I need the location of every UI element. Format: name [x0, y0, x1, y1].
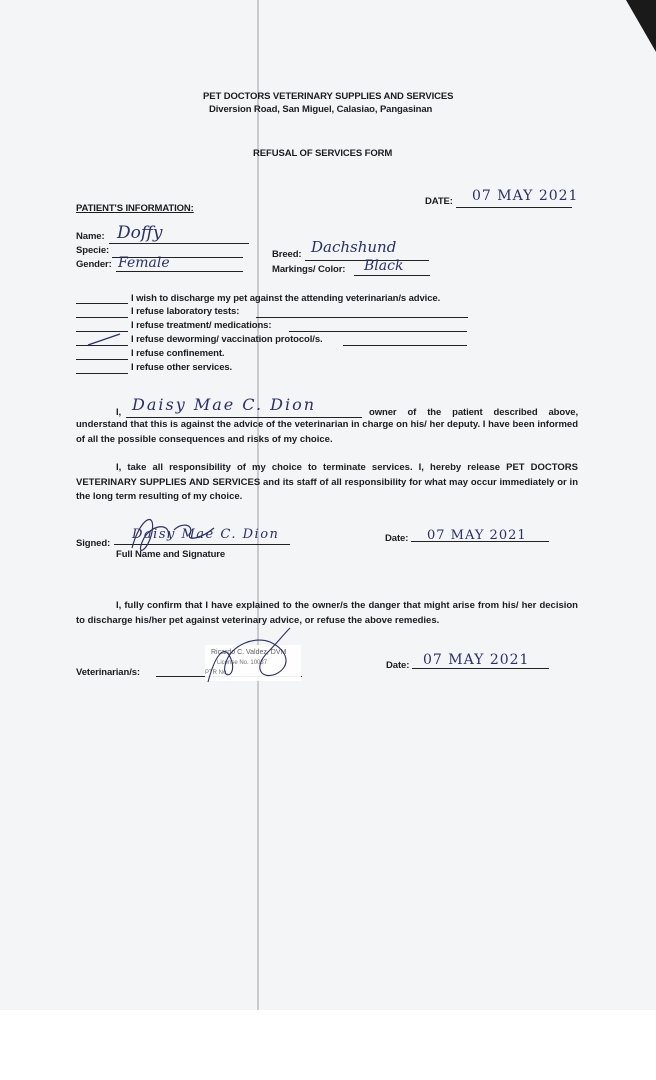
vet-stamp-name: Ricardo C. Valdez, DVM: [211, 649, 287, 656]
vet-date-line: [412, 668, 549, 669]
signed-date-value: 07 MAY 2021: [427, 528, 527, 543]
vet-signature-icon: [196, 622, 306, 692]
option-blank: [76, 317, 128, 318]
statement1-suffix: owner of the patient described above,: [369, 407, 578, 418]
lab-tests-line: [256, 317, 468, 318]
owner-name-value: Daisy Mae C. Dion: [132, 395, 317, 414]
statement2-body: I, take all responsibility of my choice to terminate services. I, hereby release PET DOCTORS VETERINARY SUPPLIES AND SERVICES and its staff of all responsibility for what may occur immediately or in the long term resulting of my choice.: [76, 462, 578, 502]
company-address: Diversion Road, San Miguel, Calasiao, Pangasinan: [209, 104, 433, 115]
statement1-prefix: I,: [116, 407, 122, 418]
gender-label: Gender:: [76, 259, 112, 270]
option-blank: [76, 303, 128, 304]
gender-value: Female: [118, 255, 170, 271]
option-confinement: I refuse confinement.: [131, 348, 225, 359]
option-lab-tests: I refuse laboratory tests:: [131, 306, 240, 317]
gender-line: [116, 271, 243, 272]
signature-caption: Full Name and Signature: [116, 549, 226, 560]
name-value: Doffy: [117, 223, 163, 243]
option-discharge: I wish to discharge my pet against the attending veterinarian/s advice.: [131, 293, 441, 304]
signed-label: Signed:: [76, 538, 111, 549]
company-name: PET DOCTORS VETERINARY SUPPLIES AND SERVICES: [203, 91, 454, 102]
statement1-body: understand that this is against the advice of the veterinarian in charge on his/ her deputy. I have been informed of all the possible consequences and risks of my choice.: [76, 419, 578, 445]
folded-corner: [626, 0, 656, 52]
vet-stamp-ptr: PTR No.: [205, 670, 229, 676]
signed-name-value: Daisy Mae C. Dion: [132, 527, 280, 542]
date-value: 07 MAY 2021: [472, 188, 579, 204]
treatment-line: [289, 331, 467, 332]
name-label: Name:: [76, 231, 105, 242]
vet-statement: I, fully confirm that I have explained to the owner/s the danger that might arise from his/ her decision to discharge his/her pet against veterinary advice, or refuse the above remedies.: [76, 600, 578, 626]
option-treatment: I refuse treatment/ medications:: [131, 320, 272, 331]
vet-date-label: Date:: [386, 660, 410, 671]
specie-label: Specie:: [76, 245, 110, 256]
vet-stamp-license: License No. 10037: [217, 660, 268, 666]
deworming-line: [343, 345, 467, 346]
option-blank: [76, 373, 128, 374]
checkmark-icon: [86, 333, 126, 347]
option-other: I refuse other services.: [131, 362, 233, 373]
form-title: REFUSAL OF SERVICES FORM: [253, 148, 393, 159]
date-label: DATE:: [425, 196, 453, 207]
name-line: [109, 243, 249, 244]
option-blank: [76, 359, 128, 360]
date-line: [456, 207, 572, 208]
markings-line: [354, 275, 430, 276]
breed-label: Breed:: [272, 249, 302, 260]
markings-label: Markings/ Color:: [272, 264, 346, 275]
option-blank: [76, 331, 128, 332]
vet-date-value: 07 MAY 2021: [423, 652, 530, 668]
breed-value: Dachshund: [311, 238, 397, 256]
veterinarian-label: Veterinarian/s:: [76, 667, 140, 678]
patient-section-label: PATIENT'S INFORMATION:: [76, 203, 194, 214]
signed-date-label: Date:: [385, 533, 409, 544]
option-deworming: I refuse deworming/ vaccination protocol/s.: [131, 334, 323, 345]
markings-value: Black: [364, 258, 404, 274]
